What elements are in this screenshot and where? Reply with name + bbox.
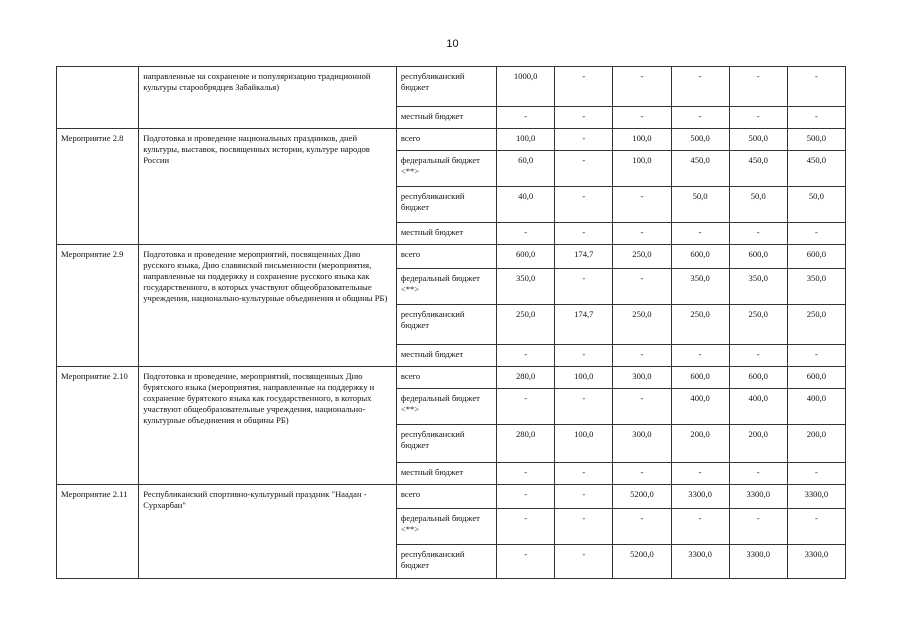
amount-cell: - <box>613 509 671 545</box>
measure-id-cell <box>57 67 139 129</box>
amount-cell: 400,0 <box>671 389 729 425</box>
amount-cell: 100,0 <box>613 151 671 187</box>
amount-cell: 300,0 <box>613 367 671 389</box>
amount-cell: 600,0 <box>787 245 845 269</box>
amount-cell: 100,0 <box>555 425 613 463</box>
amount-cell: 50,0 <box>787 187 845 223</box>
amount-cell: - <box>555 345 613 367</box>
amount-cell: - <box>671 345 729 367</box>
amount-cell: 40,0 <box>497 187 555 223</box>
budget-table <box>56 66 846 579</box>
amount-cell: 250,0 <box>671 305 729 345</box>
amount-cell: 600,0 <box>787 367 845 389</box>
amount-cell: 500,0 <box>787 129 845 151</box>
amount-cell: 350,0 <box>729 269 787 305</box>
amount-cell: 350,0 <box>787 269 845 305</box>
amount-cell: 400,0 <box>787 389 845 425</box>
amount-cell: - <box>729 345 787 367</box>
funding-source-cell: местный бюджет <box>396 463 496 485</box>
funding-source-cell: федеральный бюджет <**> <box>396 509 496 545</box>
measure-description-cell: Подготовка и проведение мероприятий, посвященных Дню русского языка, Дню славянской письменности (мероприятия, направленные на поддержку и сохранение русского языка как государственного, в которых участвуют общеобразовательные учреждения, национально-культурные объединения и общины РБ) <box>139 245 397 367</box>
table-row <box>57 129 846 151</box>
amount-cell: 200,0 <box>671 425 729 463</box>
amount-cell: - <box>729 509 787 545</box>
amount-cell: 600,0 <box>729 245 787 269</box>
amount-cell: - <box>555 463 613 485</box>
amount-cell: 60,0 <box>497 151 555 187</box>
amount-cell: - <box>555 509 613 545</box>
amount-cell: 600,0 <box>671 245 729 269</box>
amount-cell: - <box>787 107 845 129</box>
amount-cell: 250,0 <box>497 305 555 345</box>
amount-cell: 250,0 <box>613 245 671 269</box>
amount-cell: 200,0 <box>787 425 845 463</box>
amount-cell: - <box>555 67 613 107</box>
measure-description-cell: Подготовка и проведение национальных праздников, дней культуры, выставок, посвященных истории, культуре народов России <box>139 129 397 245</box>
table-row <box>57 245 846 269</box>
funding-source-cell: местный бюджет <box>396 223 496 245</box>
amount-cell: - <box>671 509 729 545</box>
amount-cell: - <box>497 485 555 509</box>
amount-cell: - <box>729 223 787 245</box>
amount-cell: 174,7 <box>555 305 613 345</box>
amount-cell: 600,0 <box>671 367 729 389</box>
measure-description-cell: направленные на сохранение и популяризацию традиционной культуры старообрядцев Забайкалья) <box>139 67 397 129</box>
amount-cell: 450,0 <box>671 151 729 187</box>
amount-cell: 200,0 <box>729 425 787 463</box>
funding-source-cell: всего <box>396 367 496 389</box>
amount-cell: 350,0 <box>671 269 729 305</box>
amount-cell: 50,0 <box>671 187 729 223</box>
amount-cell: - <box>613 187 671 223</box>
amount-cell: - <box>555 151 613 187</box>
amount-cell: - <box>613 345 671 367</box>
amount-cell: - <box>497 509 555 545</box>
amount-cell: - <box>671 107 729 129</box>
funding-source-cell: республиканский бюджет <box>396 305 496 345</box>
amount-cell: 250,0 <box>787 305 845 345</box>
table-row <box>57 367 846 389</box>
funding-source-cell: местный бюджет <box>396 345 496 367</box>
amount-cell: - <box>555 187 613 223</box>
amount-cell: 350,0 <box>497 269 555 305</box>
amount-cell: 100,0 <box>555 367 613 389</box>
measure-id-cell: Мероприятие 2.8 <box>57 129 139 245</box>
amount-cell: - <box>613 463 671 485</box>
amount-cell: 5200,0 <box>613 545 671 579</box>
funding-source-cell: всего <box>396 485 496 509</box>
amount-cell: 250,0 <box>613 305 671 345</box>
amount-cell: - <box>555 269 613 305</box>
amount-cell: - <box>497 463 555 485</box>
amount-cell: - <box>671 463 729 485</box>
amount-cell: - <box>729 463 787 485</box>
funding-source-cell: всего <box>396 245 496 269</box>
amount-cell: 450,0 <box>729 151 787 187</box>
amount-cell: 174,7 <box>555 245 613 269</box>
amount-cell: - <box>613 223 671 245</box>
amount-cell: 50,0 <box>729 187 787 223</box>
measure-description-cell: Подготовка и проведение, мероприятий, посвященных Дню бурятского языка (мероприятия, направленные на поддержку и сохранение бурятского языка как государственного, в которых участвуют общеобразовательные учреждения, национально-культурные объединения и общины РБ) <box>139 367 397 485</box>
amount-cell: - <box>497 545 555 579</box>
amount-cell: 500,0 <box>729 129 787 151</box>
amount-cell: - <box>497 389 555 425</box>
amount-cell: - <box>497 345 555 367</box>
amount-cell: - <box>613 269 671 305</box>
amount-cell: 100,0 <box>497 129 555 151</box>
amount-cell: 3300,0 <box>671 545 729 579</box>
amount-cell: - <box>613 67 671 107</box>
funding-source-cell: федеральный бюджет <**> <box>396 389 496 425</box>
amount-cell: 3300,0 <box>787 545 845 579</box>
amount-cell: 250,0 <box>729 305 787 345</box>
amount-cell: - <box>555 389 613 425</box>
amount-cell: 3300,0 <box>729 485 787 509</box>
amount-cell: 100,0 <box>613 129 671 151</box>
amount-cell: 1000,0 <box>497 67 555 107</box>
amount-cell: - <box>787 67 845 107</box>
amount-cell: 600,0 <box>497 245 555 269</box>
amount-cell: - <box>555 485 613 509</box>
funding-source-cell: республиканский бюджет <box>396 425 496 463</box>
amount-cell: - <box>497 223 555 245</box>
amount-cell: 3300,0 <box>787 485 845 509</box>
amount-cell: - <box>787 509 845 545</box>
amount-cell: 5200,0 <box>613 485 671 509</box>
funding-source-cell: республиканский бюджет <box>396 67 496 107</box>
funding-source-cell: республиканский бюджет <box>396 545 496 579</box>
amount-cell: - <box>555 107 613 129</box>
measure-id-cell: Мероприятие 2.10 <box>57 367 139 485</box>
funding-source-cell: местный бюджет <box>396 107 496 129</box>
amount-cell: - <box>787 463 845 485</box>
amount-cell: 600,0 <box>729 367 787 389</box>
amount-cell: 300,0 <box>613 425 671 463</box>
amount-cell: 3300,0 <box>729 545 787 579</box>
amount-cell: 3300,0 <box>671 485 729 509</box>
amount-cell: 500,0 <box>671 129 729 151</box>
funding-source-cell: федеральный бюджет <**> <box>396 269 496 305</box>
funding-source-cell: республиканский бюджет <box>396 187 496 223</box>
amount-cell: - <box>671 67 729 107</box>
amount-cell: 450,0 <box>787 151 845 187</box>
amount-cell: - <box>671 223 729 245</box>
amount-cell: - <box>729 67 787 107</box>
amount-cell: - <box>787 345 845 367</box>
amount-cell: - <box>497 107 555 129</box>
amount-cell: - <box>729 107 787 129</box>
amount-cell: - <box>613 389 671 425</box>
amount-cell: - <box>555 545 613 579</box>
funding-source-cell: всего <box>396 129 496 151</box>
measure-id-cell: Мероприятие 2.11 <box>57 485 139 579</box>
amount-cell: 400,0 <box>729 389 787 425</box>
amount-cell: 280,0 <box>497 425 555 463</box>
amount-cell: - <box>613 107 671 129</box>
table-row <box>57 485 846 509</box>
page-number: 10 <box>446 38 459 50</box>
measure-id-cell: Мероприятие 2.9 <box>57 245 139 367</box>
amount-cell: - <box>555 223 613 245</box>
measure-description-cell: Республиканский спортивно-культурный праздник "Наадан - Сурхарбан" <box>139 485 397 579</box>
table-row <box>57 67 846 107</box>
amount-cell: - <box>555 129 613 151</box>
amount-cell: - <box>787 223 845 245</box>
amount-cell: 280,0 <box>497 367 555 389</box>
funding-source-cell: федеральный бюджет <**> <box>396 151 496 187</box>
